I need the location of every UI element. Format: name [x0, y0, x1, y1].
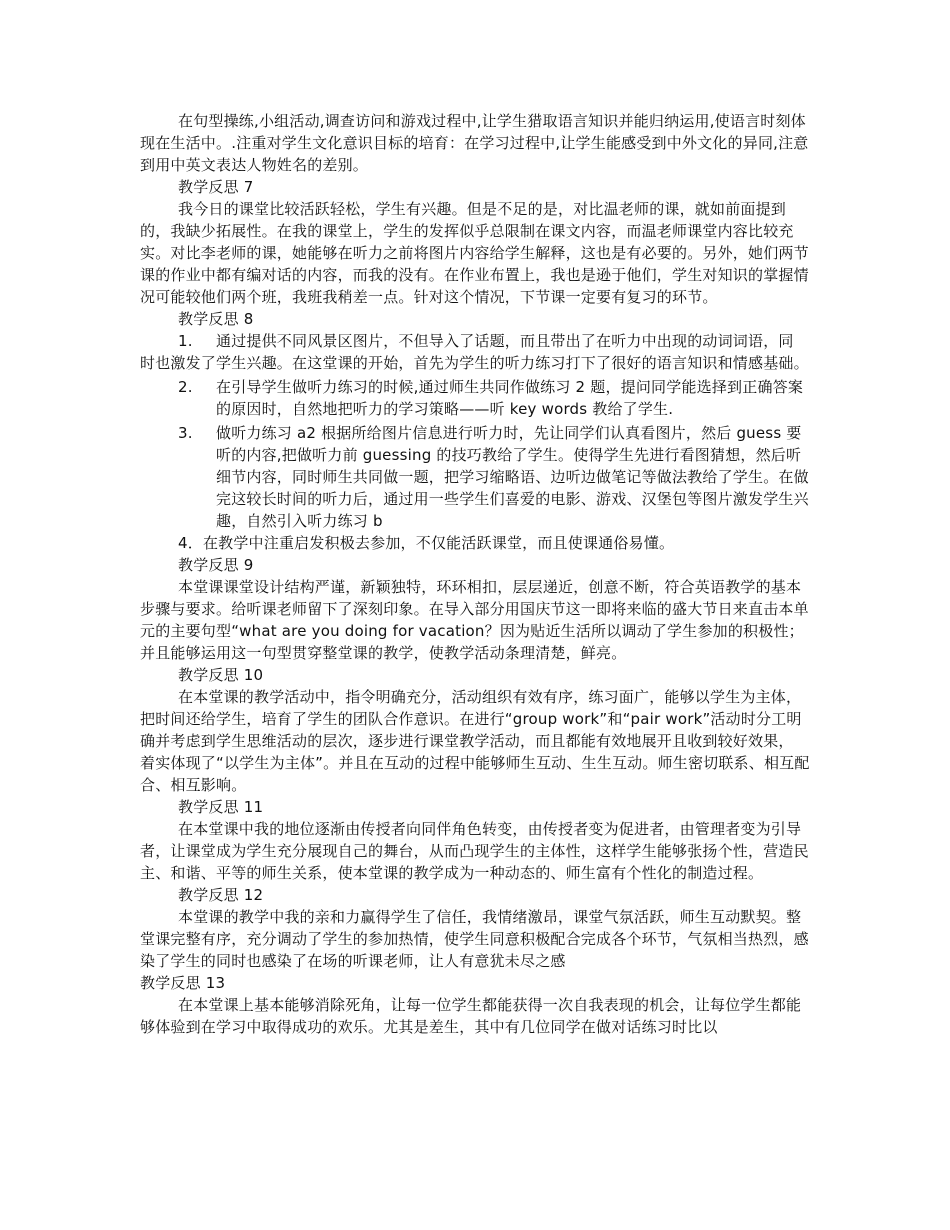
list-item-1-continuation: 时也激发了学生兴趣。在这堂课的开始，首先为学生的听力练习打下了很好的语言知识和情感基础。 — [140, 354, 809, 372]
list-text: 通过提供不同风景区图片，不但导入了话题，而且带出了在听力中出现的动词词语，同 — [216, 332, 794, 350]
list-number: 1. — [178, 332, 193, 350]
list-item-3 — [140, 422, 812, 532]
section-body-7: 我今日的课堂比较活跃轻松，学生有兴趣。但是不足的是，对比温老师的课，就如前面提到的，我缺少拓展性。在我的课堂上，学生的发挥似乎总限制在课文内容，而温老师课堂内容比较充实。对比李老师的课，她能够在听力之前将图片内容给学生解释，这也是有必要的。另外，她们两节课的作业中都有编对话的内容，而我的没有。在作业布置上，我也是逊于他们，学生对知识的掌握情况可能较他们两个班，我班我稍差一点。针对这个情况，下节课一定要有复习的环节。 — [140, 200, 809, 306]
section-heading-12: 教学反思 12 — [178, 886, 264, 904]
section-body-10: 在本堂课的教学活动中，指令明确充分，活动组织有效有序，练习面广，能够以学生为主体，把时间还给学生，培育了学生的团队合作意识。在进行“group work”和“pair work”活动时分工明确并考虑到学生思维活动的层次，逐步进行课堂教学活动，而且都能有效地展开且收到较好效果， 着实体现了“以学生为主体”。并且在互动的过程中能够师生互动、生生互动。师生密切联系、相互配合、相互影响。 — [140, 688, 810, 794]
list-number: 3. — [178, 424, 193, 442]
section-body-11: 在本堂课中我的地位逐渐由传授者向同伴角色转变，由传授者变为促进者，由管理者变为引导者，让课堂成为学生充分展现自己的舞台，从而凸现学生的主体性，这样学生能够张扬个性，营造民主、和谐、平等的师生关系，使本堂课的教学成为一种动态的、师生富有个性化的制造过程。 — [140, 820, 809, 882]
list-item-1 — [140, 330, 812, 352]
section-heading-11: 教学反思 11 — [178, 798, 264, 816]
section-body-9: 本堂课课堂设计结构严谨，新颖独特，环环相扣，层层递近，创意不断，符合英语教学的基本步骤与要求。给听课老师留下了深刻印象。在导入部分用国庆节这一即将来临的盛大节日来直击本单元的主要句型“what are you doing for vacation？因为贴近生活所以调动了学生参加的积极性；并且能够运用这一句型贯穿整堂课的教学，使教学活动条理清楚，鲜亮。 — [140, 578, 809, 662]
list-text: 在引导学生做听力练习的时候,通过师生共同作做练习 2 题，提问同学能选择到正确答案的原因时，自然地把听力的学习策略——听 key words 教给了学生. — [216, 378, 804, 418]
document-page — [140, 110, 812, 1038]
list-item-4: 4．在教学中注重启发积极去参加，不仅能活跃课堂，而且使课通俗易懂。 — [178, 534, 675, 552]
section-body-12: 本堂课的教学中我的亲和力赢得学生了信任，我情绪激昂，课堂气氛活跃，师生互动默契。整堂课完整有序，充分调动了学生的参加热情，使学生同意积极配合完成各个环节，气氛相当热烈，感染了学生的同时也感染了在场的听课老师，让人有意犹未尽之感 — [140, 908, 809, 970]
list-number: 2. — [178, 378, 193, 396]
section-heading-10: 教学反思 10 — [178, 666, 264, 684]
section-heading-9: 教学反思 9 — [178, 556, 254, 574]
intro-paragraph: 在句型操练,小组活动,调查访问和游戏过程中,让学生猎取语言知识并能归纳运用,使语言时刻体现在生活中。.注重对学生文化意识目标的培育：在学习过程中,让学生能感受到中外文化的异同,注意到用中英文表达人物姓名的差别。 — [140, 112, 809, 174]
section-heading-13: 教学反思 13 — [140, 974, 226, 992]
section-body-13: 在本堂课上基本能够消除死角，让每一位学生都能获得一次自我表现的机会，让每位学生都能够体验到在学习中取得成功的欢乐。尤其是差生，其中有几位同学在做对话练习时比以 — [140, 996, 802, 1036]
section-heading-8: 教学反思 8 — [178, 310, 254, 328]
section-heading-7: 教学反思 7 — [178, 178, 254, 196]
list-text: 做听力练习 a2 根据所给图片信息进行听力时，先让同学们认真看图片，然后 guess 要听的内容,把做听力前 guessing 的技巧教给了学生。使得学生先进行看图猜想，然后听细节内容，同时师生共同做一题，把学习缩略语、边听边做笔记等做法教给了学生。在做完这较长时间的听力后，通过用一些学生们喜爱的电影、游戏、汉堡包等图片激发学生兴趣，自然引入听力练习 b — [216, 424, 809, 530]
list-item-2 — [140, 376, 812, 420]
